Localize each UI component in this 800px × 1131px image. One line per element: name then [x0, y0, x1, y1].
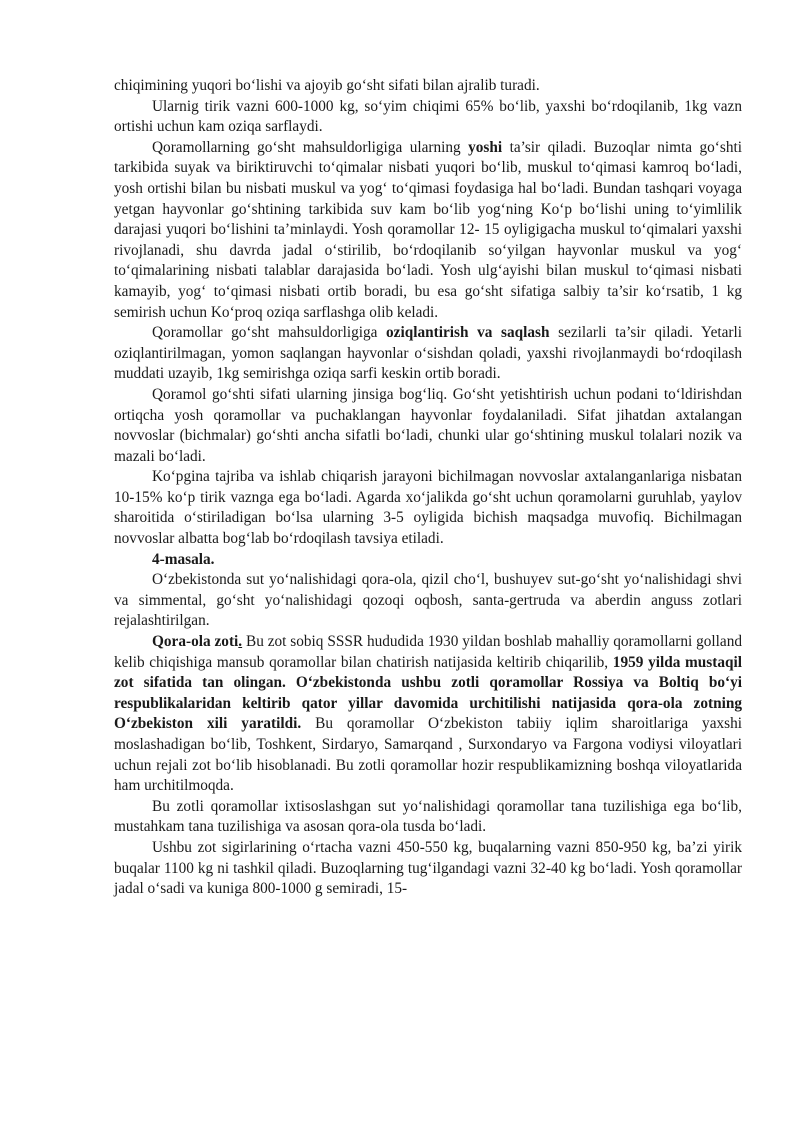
- paragraph-castration: [114, 467, 742, 549]
- paragraph-text: Bu qoramollar O‘zbekiston tabiiy iqlim sharoitlariga yaxshi moslashadigan bo‘lib, Toshkent, Sirdaryo, Samarqand , Surxondaryo va Fargona vodiysi viloyatlari uchun rejali zot bo‘lib hisoblanadi. Bu zotli qoramollar hozir respublikamizning boshqa viloyatlarida ham urchitilmoqda.: [114, 715, 742, 795]
- paragraph-text: Bu zotli qoramollar ixtisoslashgan sut yo‘nalishidagi qoramollar tana tuzilishiga ega bo‘lib, mustahkam tana tuzilishiga va asosan qora-ola tusda bo‘ladi.: [114, 797, 742, 836]
- paragraph-sex-factor: [114, 385, 742, 467]
- paragraph-text: Qoramollar go‘sht mahsuldorligiga: [152, 324, 387, 342]
- paragraph-age-factor: [114, 138, 742, 323]
- paragraph-text: ta’sir qiladi. Buzoqlar nimta go‘shti tarkibida suyak va biriktiruvchi to‘qimalar nisbati yuqori bo‘lib, muskul to‘qimasi kamroq bo‘ladi, yosh ortishi bilan bu nisbati muskul va yog‘ to‘qimasi foydasiga hal bo‘ladi. Bundan tashqari voyaga yetgan hayvonlar go‘shtining tarkibida suv kam bo‘lib yog‘ning Ko‘p bo‘lishi uning to‘yimlilik darajasi yuqori bo‘lishini ta’minlaydi. Yosh qoramollar 12- 15 oyligigacha muskul to‘qimalari yaxshi rivojlanadi, shu davrda jadal o‘stirilib, bo‘rdoqilanib so‘yilgan hayvonlar muskul va yog‘ to‘qimalarining nisbati talablar darajasida bo‘ladi. Yosh ulg‘ayishi bilan muskul to‘qimasi nisbati kamayib, yog‘ to‘qimasi nisbati ortib boradi, bu esa go‘sht sifatiga salbiy ta’sir ko‘rsatib, 1 kg semirish uchun Ko‘proq oziqa sarflashga olib keladi.: [114, 138, 742, 321]
- paragraph-text: Bu zot sobiq SSSR hududida 1930 yildan boshlab mahalliy qoramollarni golland kelib chiqishiga mansub qoramollar bilan chatirish natijasida keltirib chiqarilib,: [114, 633, 742, 671]
- paragraph-body-type: [114, 797, 742, 838]
- section-heading: 4-masala.: [152, 550, 215, 568]
- paragraph-continuation: [114, 76, 742, 97]
- bold-term-feeding: oziqlantirish va saqlash: [386, 324, 550, 342]
- paragraph-text: sezilarli ta’sir qiladi. Yetarli oziqlantirilmagan, yomon saqlangan hayvonlar o‘sishdan qoladi, yaxshi rivojlanmaydi bo‘rdoqilash muddati uzayib, 1kg semirishga oziqa sarfi keskin ortib boradi.: [114, 324, 742, 383]
- paragraph-text: Ko‘pgina tajriba va ishlab chiqarish jarayoni bichilmagan novvoslar axtalanganlariga nisbatan 10-15% ko‘p tirik vaznga ega bo‘ladi. Agarda xo‘jalikda go‘sht uchun qoramolarni guruhlab, yaylov sharoitida o‘stiriladigan bo‘lsa ularning 3-5 oyligida bichish maqsadga muvofiq. Bichilmagan novvoslar albatta bog‘lab bo‘rdoqilash tavsiya etiladi.: [114, 468, 742, 548]
- paragraph-live-weight: [114, 97, 742, 138]
- paragraph-text: Ushbu zot sigirlarining o‘rtacha vazni 450-550 kg, buqalarning vazni 850-950 kg, ba’zi yirik buqalar 1100 kg ni tashkil qiladi. Buzoqlarning tug‘ilgandagi vazni 32-40 kg bo‘ladi. Yosh qoramollar jadal o‘sadi va kuniga 800-1000 g semiradi, 15-: [114, 838, 742, 898]
- paragraph-text: Ularnig tirik vazni 600-1000 kg, so‘yim chiqimi 65% bo‘lib, yaxshi bo‘rdoqilanib, 1kg vazn ortishi uchun kam oziqa sarflaydi.: [114, 97, 742, 136]
- paragraph-text: Qoramol go‘shti sifati ularning jinsiga bog‘liq. Go‘sht yetishtirish uchun podani to‘ldirishdan ortiqcha yosh qoramollar va puchaklangan hayvonlar foydalaniladi. Sifat jihatdan axtalangan novvoslar (bichmalar) go‘shti ancha sifatli bo‘ladi, chunki ular go‘shtining muskul tolalari nozik va mazali bo‘ladi.: [114, 385, 742, 465]
- bold-sentence: 1959 yilda mustaqil zot sifatida tan olingan. O‘zbekistonda ushbu zotli qoramollar Rossiya va Boltiq bo‘yi respublikalaridan keltirib qator yillar davomida urchitilishi natijasida qora-ola zotning O‘zbekiston xili yaratildi.: [114, 653, 743, 733]
- paragraph-text: O‘zbekistonda sut yo‘nalishidagi qora-ola, qizil cho‘l, bushuyev sut-go‘sht yo‘nalishidagi shvi va simmental, go‘sht yo‘nalishidagi qozoqi oqbosh, santa-gertruda va aberdin anguss zotlari rejalashtirilgan.: [114, 571, 742, 630]
- bold-term-yoshi: yoshi: [468, 138, 503, 156]
- paragraph-weights: [114, 838, 742, 900]
- underlined-dot: .: [238, 633, 243, 651]
- bold-term-qora-ola: Qora-ola zoti: [152, 633, 239, 651]
- paragraph-feeding-factor: [114, 323, 742, 385]
- document-body: [114, 76, 742, 900]
- paragraph-text: chiqimining yuqori bo‘lishi va ajoyib go‘sht sifati bilan ajralib turadi.: [114, 77, 540, 94]
- paragraph-breeds-planned: [114, 570, 742, 632]
- paragraph-qora-ola: [114, 632, 742, 797]
- paragraph-text: Qoramollarning go‘sht mahsuldorligiga ularning: [152, 138, 469, 156]
